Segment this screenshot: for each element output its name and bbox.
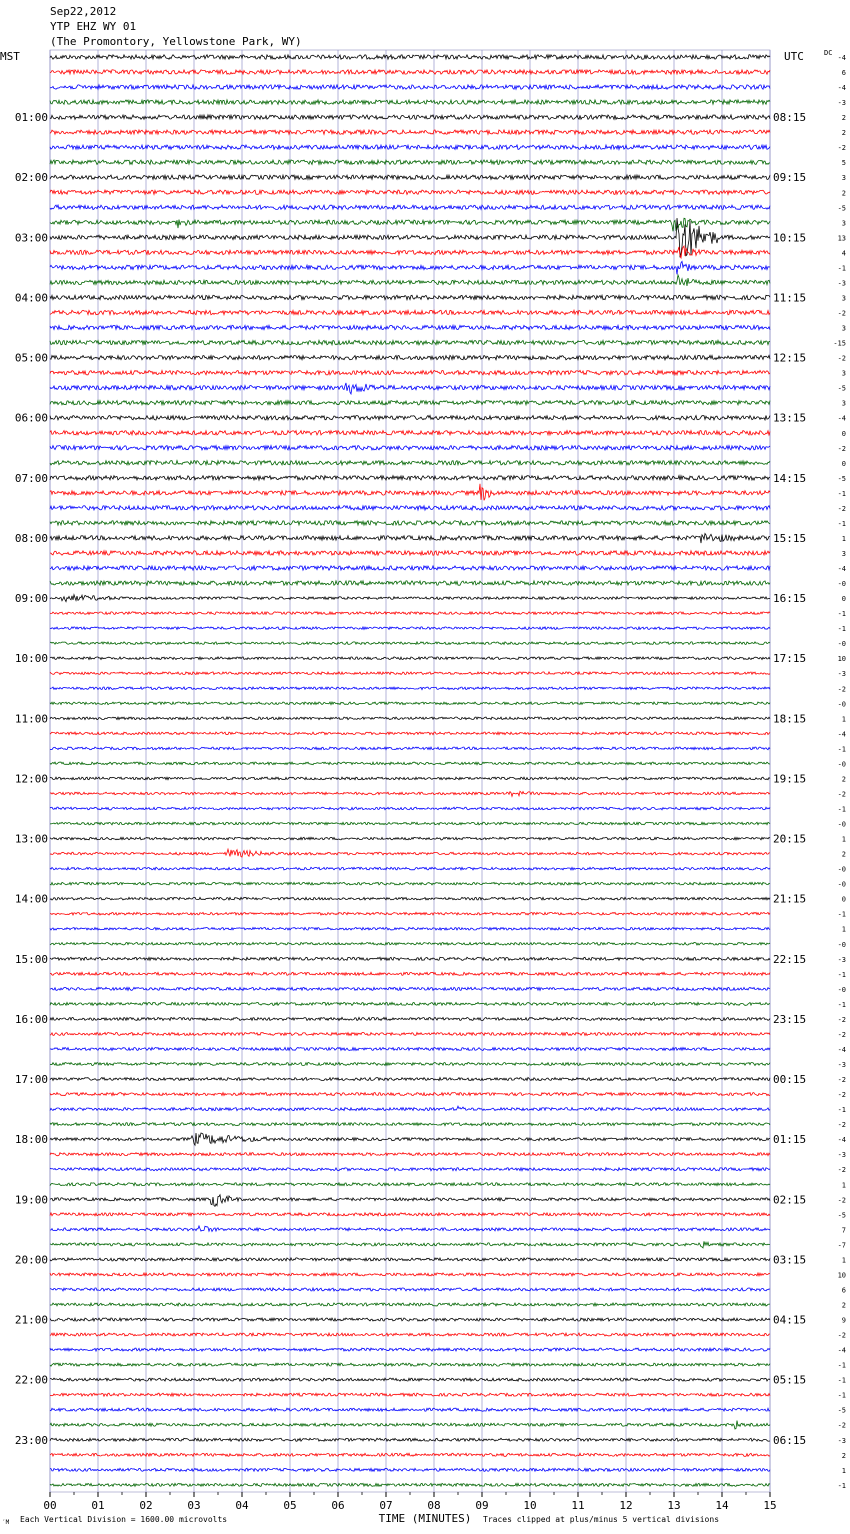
trace-row — [50, 431, 770, 435]
trace-row — [50, 702, 770, 705]
dc-offset-label: -3 — [837, 279, 846, 288]
station-location: (The Promontory, Yellowstone Park, WY) — [50, 35, 302, 48]
left-hour-label: 22:00 — [14, 1373, 48, 1387]
trace-row — [50, 1303, 770, 1306]
dc-offset-label: -1 — [837, 610, 846, 619]
dc-offset-label: -3 — [837, 1436, 846, 1445]
trace-row — [50, 1093, 770, 1096]
trace-row — [50, 310, 770, 314]
right-hour-label: 13:15 — [773, 411, 807, 425]
dc-offset-label: -4 — [837, 1136, 846, 1145]
trace-row — [50, 1123, 770, 1126]
corner-mark: ′M — [2, 1519, 10, 1526]
trace-row — [50, 218, 770, 257]
dc-offset-label: -0 — [837, 700, 846, 709]
trace-row — [50, 822, 770, 825]
x-tick-label: 01 — [91, 1499, 105, 1512]
x-tick-label: 00 — [43, 1499, 57, 1512]
dc-offset-label: -1 — [837, 910, 846, 919]
trace-row — [50, 484, 770, 501]
right-hour-label: 04:15 — [773, 1313, 807, 1327]
trace-row — [50, 1408, 770, 1411]
right-hour-label: 23:15 — [773, 1012, 807, 1026]
dc-label: DC — [824, 49, 833, 57]
x-tick-label: 11 — [571, 1499, 585, 1512]
dc-offset-label: -2 — [837, 1196, 846, 1205]
trace-row — [50, 160, 770, 164]
trace-row — [50, 849, 770, 857]
trace-row — [50, 100, 770, 104]
dc-offset-label: 2 — [841, 775, 846, 784]
dc-offset-label: -0 — [837, 865, 846, 874]
trace-row — [50, 355, 770, 359]
trace-row — [50, 130, 770, 134]
right-timezone-label: UTC — [784, 50, 804, 63]
trace-row — [50, 897, 770, 900]
dc-offset-label: -15 — [833, 339, 846, 348]
left-hour-label: 08:00 — [14, 531, 48, 545]
left-hour-label: 07:00 — [14, 471, 48, 485]
trace-row — [50, 401, 770, 405]
left-hour-label: 14:00 — [14, 892, 48, 906]
dc-offset-label: -1 — [837, 1376, 846, 1385]
trace-row — [50, 205, 770, 209]
trace-row — [50, 627, 770, 630]
trace-row — [50, 190, 770, 194]
trace-row — [50, 1438, 770, 1441]
dc-offset-label: -2 — [837, 144, 846, 153]
trace-row — [50, 566, 770, 570]
trace-row — [50, 115, 770, 119]
trace-row — [50, 943, 770, 946]
right-hour-label: 18:15 — [773, 712, 807, 726]
dc-offset-label: -4 — [837, 54, 846, 62]
left-hour-label: 16:00 — [14, 1012, 48, 1026]
trace-row — [50, 55, 770, 59]
trace-row — [50, 867, 770, 870]
dc-offset-label: 6 — [841, 69, 846, 78]
dc-offset-label: 10 — [837, 655, 846, 664]
trace-row — [50, 1002, 770, 1005]
dc-offset-label: -0 — [837, 820, 846, 829]
x-tick-label: 10 — [523, 1499, 537, 1512]
trace-row — [50, 1017, 770, 1020]
trace-row — [50, 1153, 770, 1156]
dc-offset-label: -5 — [837, 474, 846, 483]
x-tick-label: 07 — [379, 1499, 393, 1512]
trace-row — [50, 85, 770, 89]
trace-row — [50, 642, 770, 645]
dc-offset-label: -0 — [837, 580, 846, 589]
trace-row — [50, 1453, 770, 1456]
dc-offset-label: -1 — [837, 1106, 846, 1115]
dc-offset-label: -4 — [837, 565, 846, 574]
trace-row — [50, 732, 770, 735]
trace-row — [50, 175, 770, 179]
left-hour-label: 09:00 — [14, 592, 48, 606]
dc-offset-label: 4 — [841, 249, 846, 258]
x-axis-title: TIME (MINUTES) — [378, 1512, 472, 1525]
right-hour-label: 06:15 — [773, 1433, 807, 1447]
dc-offset-label: 2 — [841, 129, 846, 138]
trace-row — [50, 370, 770, 374]
dc-offset-label: -4 — [837, 730, 846, 739]
trace-row — [50, 807, 770, 810]
dc-offset-label: 0 — [841, 459, 846, 468]
dc-offset-label: -1 — [837, 1481, 846, 1490]
right-hour-label: 22:15 — [773, 952, 807, 966]
trace-row — [50, 1258, 770, 1261]
trace-row — [50, 295, 770, 299]
trace-row — [50, 1348, 770, 1351]
dc-offset-label: -1 — [837, 970, 846, 979]
left-hour-label: 03:00 — [14, 231, 48, 245]
trace-row — [50, 551, 770, 555]
dc-offset-label: 5 — [841, 159, 846, 168]
right-hour-label: 05:15 — [773, 1373, 807, 1387]
dc-offset-label: -2 — [837, 1121, 846, 1130]
station-code: YTP EHZ WY 01 — [50, 20, 137, 33]
dc-offset-label: -2 — [837, 1331, 846, 1340]
trace-row — [50, 1033, 770, 1036]
dc-offset-label: 1 — [841, 1466, 846, 1475]
dc-offset-label: -3 — [837, 1151, 846, 1160]
left-timezone-label: MST — [0, 50, 20, 63]
trace-row — [50, 882, 770, 885]
x-tick-label: 14 — [715, 1499, 729, 1512]
dc-offset-label: 0 — [841, 895, 846, 904]
trace-row — [50, 1133, 770, 1145]
dc-offset-label: -0 — [837, 985, 846, 994]
trace-row — [50, 672, 770, 675]
trace-row — [50, 1063, 770, 1066]
trace-row — [50, 1183, 770, 1186]
clip-note: Traces clipped at plus/minus 5 vertical divisions — [483, 1515, 720, 1524]
left-hour-label: 23:00 — [14, 1433, 48, 1447]
left-hour-label: 04:00 — [14, 291, 48, 305]
dc-offset-label: 2 — [841, 850, 846, 859]
trace-row — [50, 987, 770, 990]
dc-offset-label: 3 — [841, 399, 846, 408]
dc-offset-label: 0 — [841, 595, 846, 604]
trace-row — [50, 791, 770, 796]
dc-offset-label: 10 — [837, 1271, 846, 1280]
left-hour-label: 17:00 — [14, 1073, 48, 1087]
trace-row — [50, 476, 770, 480]
x-tick-label: 09 — [475, 1499, 489, 1512]
trace-row — [50, 1106, 770, 1110]
trace-row — [50, 1421, 770, 1429]
trace-row — [50, 1078, 770, 1081]
dc-offset-label: 9 — [841, 1316, 846, 1325]
trace-row — [50, 1318, 770, 1321]
dc-offset-label: 3 — [841, 294, 846, 303]
dc-offset-label: 2 — [841, 1301, 846, 1310]
trace-row — [50, 506, 770, 510]
trace-row — [50, 1226, 770, 1232]
trace-row — [50, 687, 770, 690]
dc-offset-label: -2 — [837, 1030, 846, 1039]
scale-note: Each Vertical Division = 1600.00 microvolts — [20, 1515, 228, 1524]
x-tick-label: 13 — [667, 1499, 681, 1512]
trace-row — [50, 1168, 770, 1171]
trace-row — [50, 275, 770, 286]
dc-offset-label: -1 — [837, 489, 846, 498]
left-hour-label: 01:00 — [14, 111, 48, 125]
left-hour-label: 06:00 — [14, 411, 48, 425]
left-hour-label: 18:00 — [14, 1133, 48, 1147]
dc-offset-label: -5 — [837, 204, 846, 213]
dc-offset-label: 1 — [841, 715, 846, 724]
left-hour-label: 05:00 — [14, 351, 48, 365]
dc-offset-label: -2 — [837, 1166, 846, 1175]
trace-row — [50, 1378, 770, 1381]
dc-offset-label: -0 — [837, 640, 846, 649]
dc-offset-label: -7 — [837, 1241, 846, 1250]
left-hour-label: 20:00 — [14, 1253, 48, 1267]
trace-row — [50, 1333, 770, 1336]
trace-row — [50, 1468, 770, 1471]
trace-row — [50, 534, 770, 544]
trace-row — [50, 595, 770, 602]
x-tick-label: 05 — [283, 1499, 297, 1512]
dc-offset-label: -1 — [837, 1361, 846, 1370]
dc-offset-label: -4 — [837, 1346, 846, 1355]
right-hour-label: 17:15 — [773, 652, 807, 666]
dc-offset-label: -1 — [837, 264, 846, 273]
right-hour-label: 02:15 — [773, 1193, 807, 1207]
trace-row — [50, 837, 770, 840]
dc-offset-label: 7 — [841, 1226, 846, 1235]
dc-offset-label: -5 — [837, 384, 846, 393]
trace-row — [50, 145, 770, 149]
dc-offset-label: 13 — [837, 234, 846, 243]
left-hour-label: 02:00 — [14, 171, 48, 185]
x-tick-label: 12 — [619, 1499, 633, 1512]
right-hour-label: 09:15 — [773, 171, 807, 185]
left-hour-label: 10:00 — [14, 652, 48, 666]
trace-row — [50, 747, 770, 750]
dc-offset-label: -0 — [837, 760, 846, 769]
dc-offset-label: -4 — [837, 84, 846, 93]
trace-row — [50, 246, 770, 258]
trace-row — [50, 1195, 770, 1207]
right-hour-label: 03:15 — [773, 1253, 807, 1267]
x-tick-label: 02 — [139, 1499, 153, 1512]
dc-offset-label: 1 — [841, 835, 846, 844]
dc-offset-label: 0 — [841, 429, 846, 438]
dc-offset-label: 3 — [841, 324, 846, 333]
record-date: Sep22,2012 — [50, 5, 117, 18]
dc-offset-label: -1 — [837, 805, 846, 814]
trace-row — [50, 957, 770, 960]
right-hour-label: 14:15 — [773, 471, 807, 485]
dc-offset-label: 1 — [841, 534, 846, 543]
right-hour-label: 11:15 — [773, 291, 807, 305]
trace-row — [50, 717, 770, 720]
right-hour-label: 15:15 — [773, 531, 807, 545]
trace-row — [50, 1393, 770, 1396]
dc-offset-label: -2 — [837, 1091, 846, 1100]
trace-row — [50, 461, 770, 465]
dc-offset-label: -4 — [837, 1045, 846, 1054]
trace-row — [50, 325, 770, 329]
dc-offset-label: -1 — [837, 745, 846, 754]
dc-offset-label: -3 — [837, 1061, 846, 1070]
dc-offset-label: 2 — [841, 1451, 846, 1460]
left-hour-label: 11:00 — [14, 712, 48, 726]
dc-offset-label: -3 — [837, 99, 846, 108]
right-hour-label: 20:15 — [773, 832, 807, 846]
trace-row — [50, 657, 770, 660]
x-tick-label: 04 — [235, 1499, 249, 1512]
dc-offset-label: -3 — [837, 670, 846, 679]
trace-row — [50, 1483, 770, 1486]
right-hour-label: 16:15 — [773, 592, 807, 606]
trace-row — [50, 1213, 770, 1216]
trace-row — [50, 1048, 770, 1051]
trace-row — [50, 521, 770, 525]
trace-row — [50, 1288, 770, 1291]
dc-offset-label: -5 — [837, 1211, 846, 1220]
right-hour-label: 10:15 — [773, 231, 807, 245]
right-hour-label: 08:15 — [773, 111, 807, 125]
dc-offset-label: -2 — [837, 309, 846, 318]
right-hour-label: 12:15 — [773, 351, 807, 365]
right-hour-label: 00:15 — [773, 1073, 807, 1087]
dc-offset-label: -2 — [837, 504, 846, 513]
dc-offset-label: -1 — [837, 1391, 846, 1400]
trace-row — [50, 1241, 770, 1248]
trace-row — [50, 972, 770, 975]
x-tick-label: 15 — [763, 1499, 777, 1512]
dc-offset-label: -3 — [837, 955, 846, 964]
dc-offset-label: -2 — [837, 1015, 846, 1024]
trace-row — [50, 383, 770, 394]
dc-offset-label: -1 — [837, 1000, 846, 1009]
dc-offset-label: -5 — [837, 1406, 846, 1415]
left-hour-label: 19:00 — [14, 1193, 48, 1207]
dc-offset-label: 2 — [841, 114, 846, 123]
right-hour-label: 01:15 — [773, 1133, 807, 1147]
dc-offset-label: 1 — [841, 1181, 846, 1190]
right-hour-label: 21:15 — [773, 892, 807, 906]
dc-offset-label: -2 — [837, 1076, 846, 1085]
left-hour-label: 12:00 — [14, 772, 48, 786]
dc-offset-label: -0 — [837, 880, 846, 889]
left-hour-label: 15:00 — [14, 952, 48, 966]
dc-offset-label: 3 — [841, 369, 846, 378]
trace-row — [50, 612, 770, 615]
dc-offset-label: -2 — [837, 790, 846, 799]
trace-row — [50, 762, 770, 765]
trace-row — [50, 1363, 770, 1366]
dc-offset-label: 3 — [841, 174, 846, 183]
left-hour-label: 13:00 — [14, 832, 48, 846]
dc-offset-label: 6 — [841, 1286, 846, 1295]
trace-row — [50, 70, 770, 74]
trace-row — [50, 912, 770, 915]
trace-row — [50, 581, 770, 585]
x-tick-label: 03 — [187, 1499, 201, 1512]
dc-offset-label: 1 — [841, 1256, 846, 1265]
left-hour-label: 21:00 — [14, 1313, 48, 1327]
dc-offset-label: 1 — [841, 925, 846, 934]
trace-row — [50, 927, 770, 930]
trace-row — [50, 261, 770, 274]
trace-row — [50, 340, 770, 344]
dc-offset-label: -0 — [837, 940, 846, 949]
x-tick-label: 08 — [427, 1499, 441, 1512]
dc-offset-label: -2 — [837, 685, 846, 694]
dc-offset-label: -2 — [837, 1421, 846, 1430]
dc-offset-label: -2 — [837, 354, 846, 363]
dc-offset-label: -2 — [837, 444, 846, 453]
trace-row — [50, 1273, 770, 1276]
trace-row — [50, 777, 770, 780]
x-tick-label: 06 — [331, 1499, 345, 1512]
dc-offset-label: 3 — [841, 219, 846, 228]
dc-offset-label: 3 — [841, 549, 846, 558]
trace-row — [50, 446, 770, 450]
dc-offset-label: 2 — [841, 189, 846, 198]
right-hour-label: 19:15 — [773, 772, 807, 786]
dc-offset-label: -1 — [837, 625, 846, 634]
trace-row — [50, 218, 770, 231]
trace-row — [50, 416, 770, 420]
dc-offset-label: -4 — [837, 414, 846, 423]
dc-offset-label: -1 — [837, 519, 846, 528]
